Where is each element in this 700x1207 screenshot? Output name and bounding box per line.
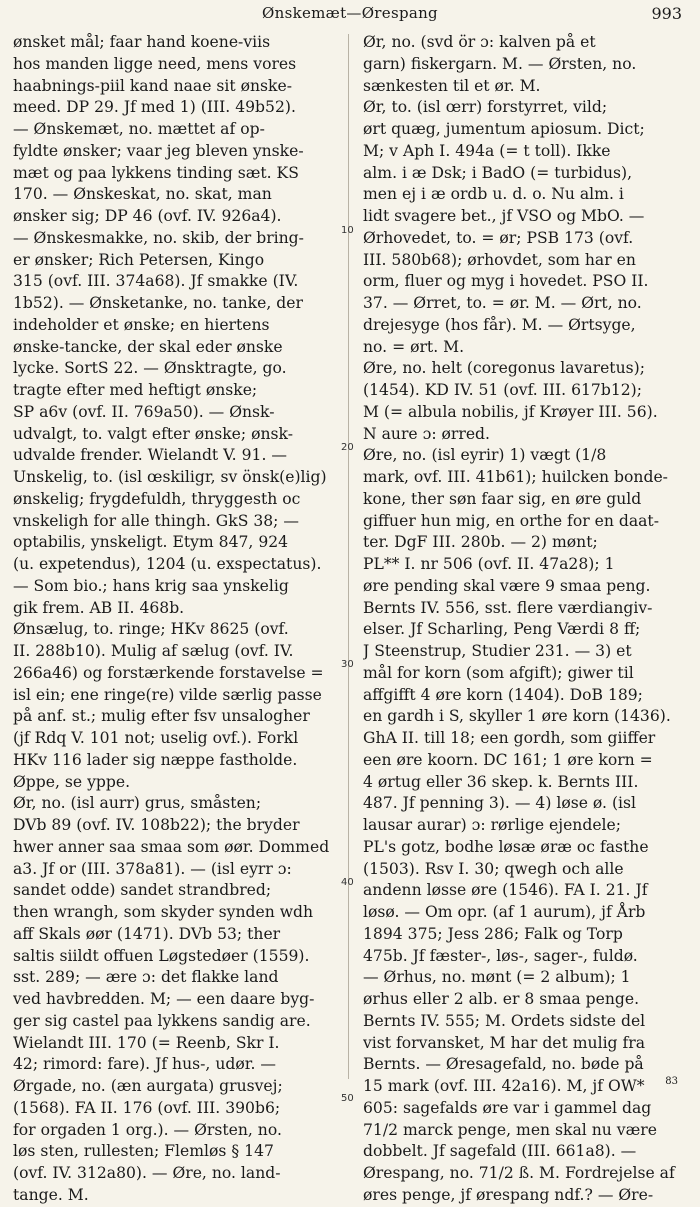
text-line: meed. DP 29. Jf med 1) (III. 49b52). — [13, 98, 296, 117]
text-line: ønsker sig; DP 46 (ovf. IV. 926a4). — [13, 207, 282, 225]
text-line: M; v Aph I. 494a (= t toll). Ikke — [363, 141, 611, 160]
text-line: en gardh i S, skyller 1 øre korn (1436). — [363, 707, 671, 726]
text-line: dobbelt. Jf sagefald (III. 661a8). — — [363, 1142, 637, 1161]
text-line: (1503). Rsv I. 30; qwegh och alle — [363, 859, 624, 878]
text-line: aff Skals øør (1471). DVb 53; ther — [13, 924, 281, 943]
text-line: saltis siildt offuen Løgstedøer (1559). — [13, 946, 310, 965]
text-line: Ørhovedet, to. = ør; PSB 173 (ovf. — [363, 228, 634, 247]
text-line: N aure ɔ: ørred. — [363, 424, 490, 443]
right-column — [363, 32, 689, 1207]
text-line: SP a6v (ovf. II. 769a50). — Ønsk- — [13, 402, 275, 421]
text-line: 1b52). — Ønsketanke, no. tanke, der — [13, 294, 303, 312]
text-line: lidt svagere bet., jf VSO og MbO. — — [363, 207, 645, 225]
line-marker: 10 — [341, 225, 354, 236]
text-line: GhA II. till 18; een gordh, som giiffer — [363, 729, 656, 747]
text-line: 475b. Jf fæster-, løs-, sager-, fuldø. — [363, 946, 638, 965]
text-line: Ør, no. (svd ör ɔ: kalven på et — [363, 33, 596, 51]
text-line: ørt quæg, jumentum apiosum. Dict; — [363, 120, 645, 138]
line-marker: 50 — [341, 1093, 354, 1104]
text-line: tragte efter med heftigt ønske; — [13, 381, 258, 399]
text-line: 15 mark (ovf. III. 42a16). M, jf OW* — [363, 1077, 645, 1095]
text-line: — Ønskemæt, no. mættet af op- — [13, 120, 265, 138]
text-line: garn) fiskergarn. M. — Ørsten, no. — [363, 54, 637, 73]
text-line: lausar aurar) ɔ: rørlige ejendele; — [363, 816, 622, 834]
text-line: ger sig castel paa lykkens sandig are. — [13, 1011, 311, 1030]
text-line: på anf. st.; mulig efter fsv unsalogher — [13, 707, 310, 726]
text-line: udvalde frender. Wielandt V. 91. — — [13, 446, 287, 465]
text-line: (jf Rdq V. 101 not; uselig ovf.). Forkl — [13, 729, 299, 747]
text-line: elser. Jf Scharling, Peng Værdi 8 ff; — [363, 620, 641, 639]
text-line: øre pending skal være 9 smaa peng. — [363, 576, 651, 595]
text-line: 71/2 marck penge, men skal nu være — [363, 1120, 657, 1139]
footer-signature-mark: 83 — [665, 1076, 678, 1087]
text-line: mæt og paa lykkens tinding sæt. KS — [13, 163, 299, 182]
text-line: men ej i æ ordb u. d. o. Nu alm. i — [363, 185, 624, 204]
text-line: — Ønskesmakke, no. skib, der bring- — [13, 228, 304, 247]
line-marker: 40 — [341, 877, 354, 888]
text-line: ørhus eller 2 alb. er 8 smaa penge. — [363, 990, 640, 1008]
text-line: Øre, no. helt (coregonus lavaretus); — [363, 359, 645, 378]
text-line: giffuer hun mig, en orthe for en daat- — [363, 511, 659, 530]
text-line: sst. 289; — ære ɔ: det flakke land — [13, 968, 279, 987]
text-line: DVb 89 (ovf. IV. 108b22); the bryder — [13, 816, 300, 834]
line-marker: 30 — [341, 659, 354, 670]
text-line: 37. — Ørret, to. = ør. M. — Ørt, no. — [363, 294, 642, 312]
text-line: ved havbredden. M; — een daare byg- — [13, 990, 315, 1008]
text-line: ter. DgF III. 280b. — 2) mønt; — [363, 533, 598, 552]
text-line: ønske-tancke, der skal eder ønske — [13, 337, 283, 356]
text-line: M (= albula nobilis, jf Krøyer III. 56). — [363, 402, 658, 421]
text-line: indeholder et ønske; en hiertens — [13, 315, 270, 334]
text-line: andenn løsse øre (1546). FA I. 21. Jf — [363, 881, 648, 900]
text-line: mål for korn (som afgift); giwer til — [363, 663, 634, 682]
text-line: 170. — Ønskeskat, no. skat, man — [13, 185, 272, 204]
text-line: Ørespang, no. 71/2 ß. M. Fordrejelse af — [363, 1164, 675, 1182]
text-line: lycke. SortS 22. — Ønsktragte, go. — [13, 359, 287, 378]
text-line: isl ein; ene ringe(re) vilde særlig passe — [13, 685, 322, 704]
text-line: kone, ther søn faar sig, en øre guld — [363, 489, 642, 508]
text-line: for orgaden 1 org.). — Ørsten, no. — [13, 1120, 282, 1139]
text-line: tange. M. — [13, 1185, 89, 1204]
text-line: 266a46) og forstærkende forstavelse = — [13, 663, 324, 682]
text-line: 487. Jf penning 3). — 4) løse ø. (isl — [363, 794, 637, 813]
text-line: ønsket mål; faar hand koene-viis — [13, 33, 271, 51]
page-header — [0, 4, 700, 26]
text-line: udvalgt, to. valgt efter ønske; ønsk- — [13, 424, 293, 443]
text-line: a3. Jf or (III. 378a81). — (isl eyrr ɔ: — [13, 859, 292, 878]
text-line: 605: sagefalds øre var i gammel dag — [363, 1098, 652, 1117]
text-line: vist forvansket, M har det mulig fra — [363, 1033, 646, 1052]
text-line: øres penge, jf ørespang ndf.? — Øre- — [363, 1185, 654, 1204]
text-line: Unskelig, to. (isl œskiligr, sv önsk(e)lig) — [13, 468, 327, 486]
text-line: no. = ørt. M. — [363, 337, 465, 356]
text-line: (u. expetendus), 1204 (u. exspectatus). — [13, 555, 322, 573]
text-line: PL's gotz, bodhe løsæ øræ oc fasthe — [363, 837, 649, 856]
text-line: Ønsælug, to. ringe; HKv 8625 (ovf. — [13, 620, 289, 639]
text-line: sænkesten til et ør. M. — [363, 76, 541, 95]
text-line: Ørgade, no. (æn aurgata) grusvej; — [13, 1077, 283, 1095]
text-line: (1568). FA II. 176 (ovf. III. 390b6; — [13, 1098, 281, 1117]
text-line: Ør, to. (isl œrr) forstyrret, vild; — [363, 98, 608, 117]
text-line: Øppe, se yppe. — [13, 772, 131, 791]
text-line: — Som bio.; hans krig saa ynskelig — [13, 576, 289, 595]
text-line: Bernts. — Øresagefald, no. bøde på — [363, 1055, 644, 1074]
running-title: Ønskemæt—Ørespang — [262, 4, 438, 22]
text-line: mark, ovf. III. 41b61); huilcken bonde- — [363, 468, 668, 486]
text-line: er ønsker; Rich Petersen, Kingo — [13, 250, 265, 269]
text-line: fyldte ønsker; vaar jeg bleven ynske- — [13, 141, 304, 160]
column-divider — [348, 34, 349, 1079]
text-line: 1894 375; Jess 286; Falk og Torp — [363, 924, 623, 943]
text-line: haabnings-piil kand naae sit ønske- — [13, 76, 292, 95]
text-line: drejesyge (hos får). M. — Ørtsyge, — [363, 315, 636, 334]
text-line: sandet odde) sandet strandbred; — [13, 881, 272, 900]
text-line: — Ørhus, no. mønt (= 2 album); 1 — [363, 968, 631, 987]
text-line: II. 288b10). Mulig af sælug (ovf. IV. — [13, 642, 294, 660]
text-line: 42; rimord: fare). Jf hus-, udør. — — [13, 1055, 276, 1074]
text-line: løsø. — Om opr. (af 1 aurum), jf Årb — [363, 903, 646, 921]
text-line: then wrangh, som skyder synden wdh — [13, 903, 314, 921]
text-line: orm, fluer og myg i hovedet. PSO II. — [363, 272, 649, 291]
text-line: alm. i æ Dsk; i BadO (= turbidus), — [363, 163, 633, 182]
line-marker: 20 — [341, 442, 354, 453]
text-line: PL** I. nr 506 (ovf. II. 47a28); 1 — [363, 555, 615, 573]
text-line: Wielandt III. 170 (= Reenb, Skr I. — [13, 1033, 280, 1052]
text-line: affgifft 4 øre korn (1404). DoB 189; — [363, 685, 643, 704]
text-line: hwer anner saa smaa som øør. Dommed — [13, 837, 330, 856]
text-line: gik frem. AB II. 468b. — [13, 598, 185, 617]
text-line: Øre, no. (isl eyrir) 1) vægt (1/8 — [363, 446, 607, 465]
text-line: Bernts IV. 556, sst. flere værdiangiv- — [363, 598, 653, 617]
text-line: hos manden ligge need, mens vores — [13, 54, 297, 73]
left-column — [13, 32, 339, 1207]
text-line: Ør, no. (isl aurr) grus, småsten; — [13, 794, 262, 813]
text-line: III. 580b68); ørhovdet, som har en — [363, 250, 636, 269]
text-line: HKv 116 lader sig næppe fastholde. — [13, 750, 298, 769]
page-number: 993 — [651, 4, 682, 23]
text-line: (ovf. IV. 312a80). — Øre, no. land- — [13, 1164, 281, 1182]
text-line: optabilis, ynskeligt. Etym 847, 924 — [13, 533, 289, 552]
text-line: Bernts IV. 555; M. Ordets sidste del — [363, 1011, 646, 1030]
text-line: een øre koorn. DC 161; 1 øre korn = — [363, 750, 653, 769]
text-line: J Steenstrup, Studier 231. — 3) et — [363, 642, 632, 660]
text-line: ønskelig; frygdefuldh, thryggesth oc — [13, 489, 301, 508]
text-line: løs sten, rullesten; Flemløs § 147 — [13, 1142, 274, 1161]
text-line: vnskeligh for alle thingh. GkS 38; — — [13, 511, 299, 530]
text-line: (1454). KD IV. 51 (ovf. III. 617b12); — [363, 381, 643, 399]
text-line: 4 ørtug eller 36 skep. k. Bernts III. — [363, 772, 639, 791]
text-line: 315 (ovf. III. 374a68). Jf smakke (IV. — [13, 272, 299, 291]
